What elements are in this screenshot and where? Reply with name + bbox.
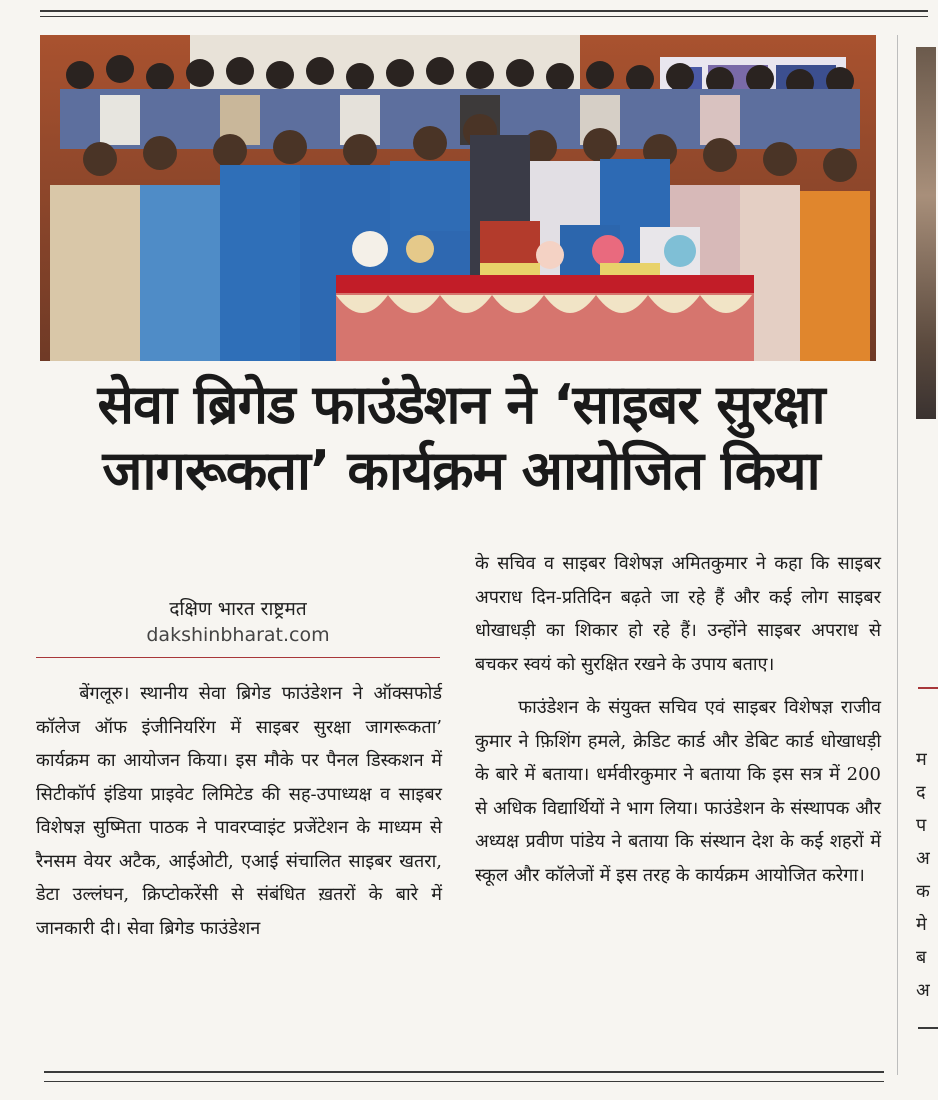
adjacent-glyph: क [916,881,930,902]
byline-source: दक्षिण भारत राष्ट्रमत [169,598,307,620]
top-rule [40,10,928,12]
group-photo [40,35,876,361]
article-column-right [475,547,881,892]
adjacent-bottom-rule [918,1027,938,1029]
adjacent-accent-rule [918,687,938,689]
article-paragraph: के सचिव व साइबर विशेषज्ञ अमितकुमार ने कहा कि साइबर अपराध दिन-प्रतिदिन बढ़ते जा रहे हैं और कई लोग साइबर धोखाधड़ी का शिकार हो रहे हैं। उन्होंने साइबर अपराध से बचकर स्वयं को सुरक्षित रखने के उपाय बताए। [475,553,881,675]
headline-line-1: सेवा ब्रिगेड फाउंडेशन ने ‘साइबर सुरक्षा [97,373,825,436]
adjacent-glyph: प [916,815,927,836]
byline-rule [36,657,440,658]
headline-line-2: जागरूकता’ कार्यक्रम आयोजित किया [102,439,820,502]
adjacent-glyph: मे [916,914,927,935]
article-paragraph: फाउंडेशन के संयुक्त सचिव एवं साइबर विशेषज्ञ राजीव कुमार ने फ़िशिंग हमले, क्रेडिट कार्ड और डेबिट कार्ड धोखाधड़ी के बारे में बताया। धर्मवीरकुमार ने बताया कि इस सत्र में 200 से अधिक विद्यार्थियों ने भाग लिया। फाउंडेशन के संस्थापक और अध्यक्ष प्रवीण पांडेय ने बताया कि संस्थान देश के कई शहरों में स्कूल और कॉलेजों में इस तरह के कार्यक्रम आयोजित करेगा। [475,697,881,886]
adjacent-glyph: अ [916,980,930,1001]
adjacent-glyph: अ [916,848,930,869]
bottom-rule [44,1071,884,1073]
byline [36,596,440,648]
top-rule-thin [40,16,928,17]
adjacent-photo-fragment [916,47,936,419]
adjacent-glyph: ब [916,947,927,968]
byline-website: dakshinbharat.com [146,624,330,646]
column-divider [897,35,898,1075]
adjacent-column-fragment [912,35,928,1100]
adjacent-glyph: द [916,782,926,803]
article-column-left [36,677,442,945]
article-paragraph: बेंगलूरु। स्थानीय सेवा ब्रिगेड फाउंडेशन ने ऑक्सफोर्ड कॉलेज ऑफ इंजीनियरिंग में साइबर सुरक्षा जागरूकता’ कार्यक्रम का आयोजन किया। इस मौके पर पैनल डिस्कशन में सिटीकॉर्प इंडिया प्राइवेट लिमिटेड की सह-उपाध्यक्ष व साइबर विशेषज्ञ सुष्मिता पाठक ने पावरप्वाइंट प्रजेंटेशन के माध्यम से रैनसम वेयर अटैक, आईओटी, एआई संचालित साइबर खतरा, डेटा उल्लंघन, क्रिप्टोकरेंसी से संबंधित ख़तरों के बारे में जानकारी दी। सेवा ब्रिगेड फाउंडेशन [36,683,442,939]
article-headline [36,372,886,504]
bottom-rule-thin [44,1081,884,1082]
group-photo-illustration [40,35,876,361]
adjacent-glyph: म [916,749,927,770]
